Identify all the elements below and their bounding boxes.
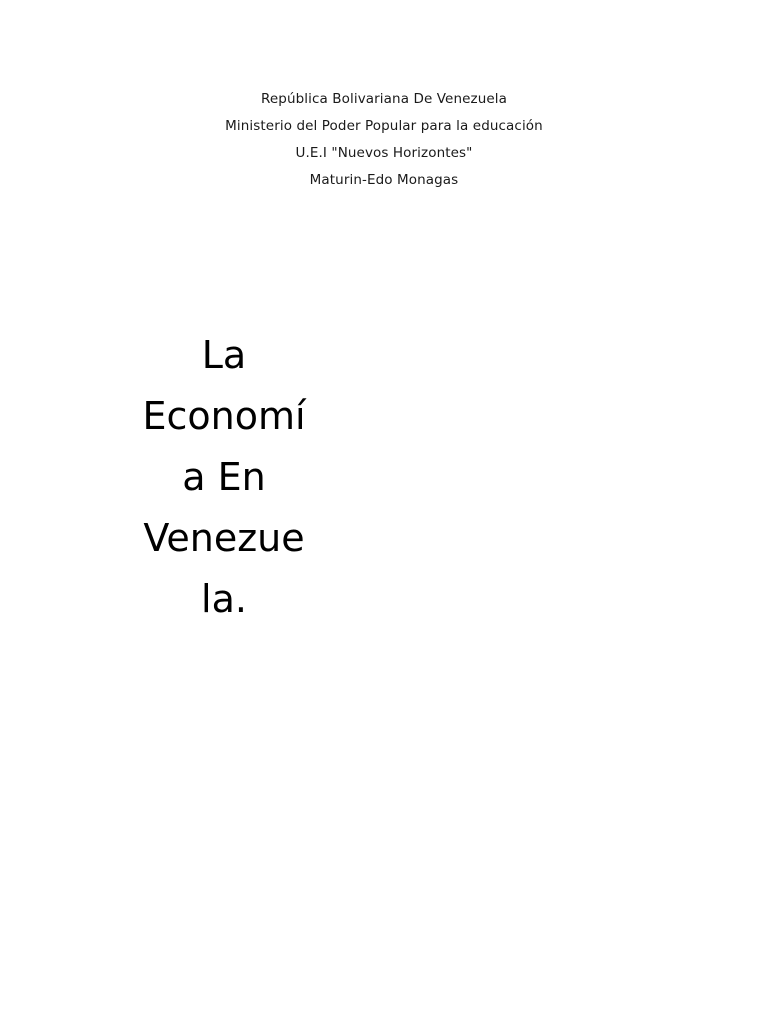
- header-line-location: Maturin-Edo Monagas: [309, 172, 459, 188]
- title-line-5: la.: [201, 577, 247, 621]
- header-line-ministry: Ministerio del Poder Popular para la educación: [225, 118, 543, 134]
- title-line-4: Venezue: [143, 516, 305, 560]
- title-line-3: a En: [182, 455, 266, 499]
- header-line-institution-country: República Bolivariana De Venezuela: [261, 91, 507, 107]
- document-title: [138, 325, 310, 630]
- title-line-2: Economí: [142, 394, 306, 438]
- document-header: [0, 86, 768, 194]
- title-line-1: La: [201, 333, 247, 377]
- header-line-school: U.E.I "Nuevos Horizontes": [295, 145, 473, 161]
